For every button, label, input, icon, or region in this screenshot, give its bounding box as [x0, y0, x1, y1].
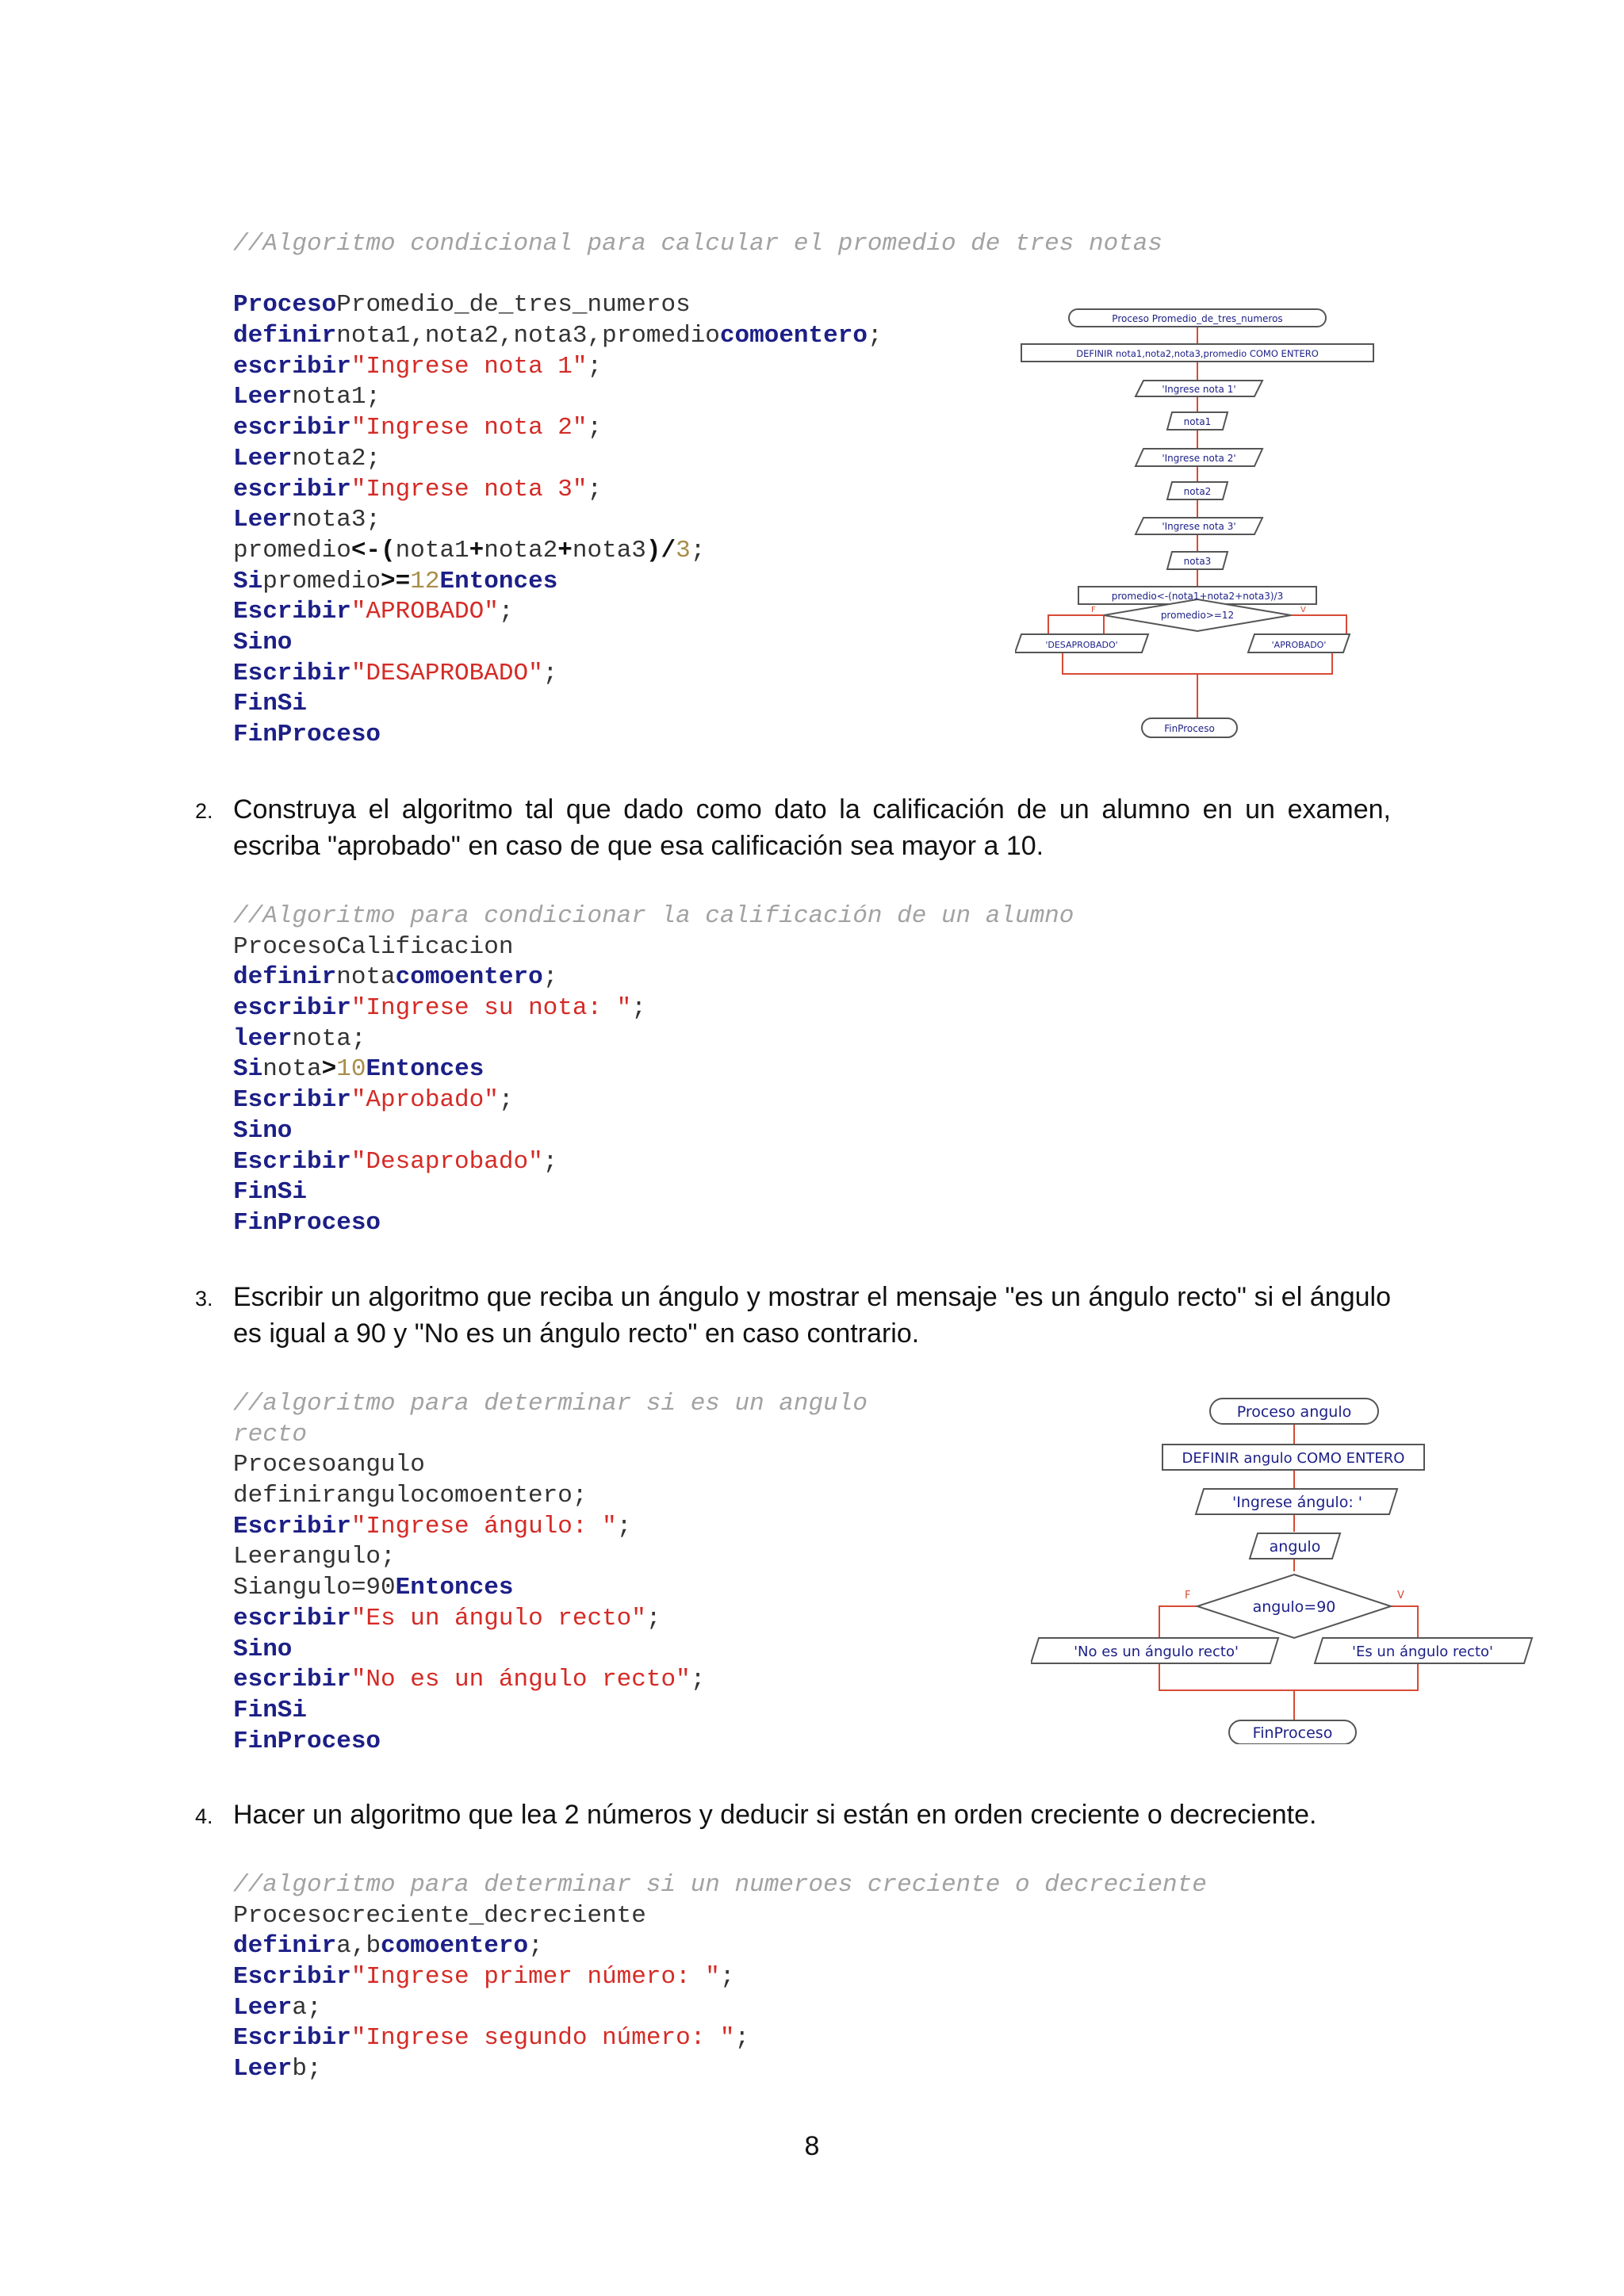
code-token: Procesocreciente_decreciente: [233, 1901, 646, 1930]
code-token: promedio: [233, 536, 351, 564]
flow-read-text: angulo: [1269, 1538, 1321, 1556]
code-token: ;: [587, 414, 603, 442]
code-line: [233, 1870, 1207, 1901]
flow-start-text: Proceso angulo: [1236, 1403, 1352, 1421]
code-token: Escribir: [233, 1086, 351, 1115]
code-token: a,b: [336, 1932, 381, 1961]
code-token: Leer: [233, 383, 293, 411]
code-token: Sino: [233, 1635, 293, 1663]
code-token: Entonces: [439, 567, 558, 595]
exercise-number: 4.: [195, 1804, 213, 1828]
code-token: Leer: [233, 444, 293, 473]
flow-define-text: DEFINIR nota1,nota2,nota3,promedio COMO ENTERO: [1076, 348, 1319, 359]
flow-end-text: FinProceso: [1252, 1724, 1333, 1742]
code-line: [233, 1727, 868, 1758]
code-token: ;: [587, 352, 603, 381]
code-token: ;: [616, 1512, 632, 1540]
flow-condition-text: promedio>=12: [1160, 610, 1235, 621]
code-token: a;: [292, 1993, 322, 2022]
code-token: nota1: [395, 536, 469, 564]
code-token: FinSi: [233, 1696, 308, 1724]
exercise-item-2: [195, 791, 1391, 864]
code-token: definir: [233, 963, 337, 992]
code-token: +: [557, 536, 573, 564]
code-token: Siangulo=90: [233, 1574, 396, 1602]
flowchart-angulo: [1031, 1395, 1538, 1744]
code-token: Entonces: [395, 1574, 514, 1602]
code-line: [233, 1665, 868, 1696]
code-token: nota;: [292, 1024, 366, 1053]
code-token: "DESAPROBADO": [350, 659, 543, 687]
code-line: [233, 1420, 868, 1451]
code-token: "Ingrese ángulo: ": [350, 1512, 617, 1540]
code-token: nota1,nota2,nota3,promedio: [336, 322, 720, 350]
code-token: escribir: [233, 475, 351, 503]
code-token: ;: [498, 1086, 514, 1115]
code-line: [233, 1542, 868, 1573]
flow-step-6-text: nota3: [1183, 556, 1212, 567]
code-token: ;: [542, 659, 558, 687]
code-token: "No es un ángulo recto": [350, 1666, 691, 1694]
code-line: [233, 1901, 1207, 1932]
code-token: 12: [410, 567, 440, 595]
code-line: [233, 1635, 868, 1666]
code-line: [233, 1573, 868, 1604]
code-token: //algoritmo para determinar si un numeroes creciente o decreciente: [233, 1871, 1207, 1899]
code-token: Escribir: [233, 1512, 351, 1540]
code-token: FinProceso: [233, 721, 381, 748]
code-token: Si: [233, 567, 263, 595]
flow-step-1-text: 'Ingrese nota 1': [1162, 384, 1236, 395]
flow-false-output-text: 'No es un ángulo recto': [1074, 1644, 1239, 1660]
code-token: Sino: [233, 628, 293, 656]
flow-true-label: V: [1397, 1590, 1404, 1601]
code-token: leer: [233, 1024, 293, 1053]
code-block-calificacion: [233, 901, 1074, 1239]
flow-true-output-text: 'APROBADO': [1271, 640, 1327, 650]
code-token: ;: [867, 322, 883, 350]
flow-define-text: DEFINIR angulo COMO ENTERO: [1182, 1450, 1405, 1467]
code-token: ;: [498, 598, 514, 626]
code-line: [233, 1931, 1207, 1962]
code-token: Si: [233, 1055, 263, 1084]
code-token: Leer: [233, 506, 293, 534]
code-token: //Algoritmo condicional para calcular el promedio de tres notas: [233, 230, 1162, 258]
code-token: promedio: [262, 567, 381, 595]
code-line: [233, 1208, 1074, 1239]
code-token: Sino: [233, 1116, 293, 1145]
code-line: [233, 1962, 1207, 1993]
flow-step-4-text: nota2: [1183, 486, 1212, 497]
code-token: ;: [734, 2024, 750, 2053]
code-token: "Ingrese nota 1": [350, 352, 588, 381]
exercise-item-3: [195, 1279, 1391, 1352]
flowchart-promedio: [1015, 301, 1380, 745]
code-token: escribir: [233, 1666, 351, 1694]
code-token: FinProceso: [233, 1208, 381, 1237]
code-token: "Desaprobado": [350, 1147, 543, 1176]
code-line: [233, 1024, 1074, 1055]
code-token: nota3: [572, 536, 646, 564]
code-token: ;: [528, 1932, 543, 1961]
code-line: [233, 229, 1162, 260]
code-token: "Ingrese primer número: ": [350, 1963, 720, 1992]
code-line: [233, 1481, 868, 1512]
code-line: [233, 260, 1162, 291]
code-token: Promedio_de_tres_numeros: [336, 291, 691, 320]
code-token: nota: [336, 963, 396, 992]
flow-true-output-text: 'Es un ángulo recto': [1352, 1644, 1493, 1660]
code-token: ;: [542, 1147, 558, 1176]
exercise-text: Hacer un algoritmo que lea 2 números y deducir si están en orden creciente o decreciente.: [233, 1800, 1317, 1830]
code-line: [233, 1696, 868, 1727]
flow-false-label: F: [1091, 606, 1096, 614]
code-line: [233, 1147, 1074, 1178]
flow-start-text: Proceso Promedio_de_tres_numeros: [1112, 313, 1283, 324]
code-token: ;: [587, 475, 603, 503]
code-line: [233, 1054, 1074, 1085]
exercise-item-4: [195, 1797, 1391, 1833]
code-token: recto: [233, 1420, 308, 1448]
code-token: ;: [542, 963, 558, 992]
code-token: definirangulocomoentero;: [233, 1482, 588, 1510]
code-token: )/: [645, 536, 676, 564]
code-token: comoentero: [381, 1932, 529, 1961]
code-token: >: [321, 1055, 337, 1084]
code-token: "Ingrese nota 2": [350, 414, 588, 442]
exercise-text: Escribir un algoritmo que reciba un ángulo y mostrar el mensaje "es un ángulo recto" si el ángulo es igual a 90 y "No es un ángulo recto" en caso contrario.: [233, 1282, 1391, 1349]
code-token: Escribir: [233, 2024, 351, 2053]
code-token: nota: [262, 1055, 322, 1084]
code-line: [233, 993, 1074, 1024]
code-line: [233, 901, 1074, 932]
code-token: Escribir: [233, 659, 351, 687]
code-line: [233, 1177, 1074, 1208]
code-token: FinSi: [233, 1178, 308, 1207]
code-token: <-(: [350, 536, 396, 564]
code-line: [233, 1389, 868, 1420]
code-token: "Ingrese segundo número: ": [350, 2024, 735, 2053]
code-token: "Ingrese su nota: ": [350, 994, 632, 1023]
code-token: nota3;: [292, 506, 381, 534]
code-line: [233, 2023, 1207, 2054]
flow-end-text: FinProceso: [1164, 723, 1215, 734]
code-token: ;: [719, 1963, 735, 1992]
code-token: b;: [292, 2055, 322, 2084]
code-token: "Es un ángulo recto": [350, 1604, 646, 1632]
code-line: [233, 2054, 1207, 2085]
code-block-angulo: [233, 1389, 868, 1757]
exercise-text: Construya el algoritmo tal que dado como dato la calificación de un alumno en un examen, escriba "aprobado" en caso de que esa calificación sea mayor a 10.: [233, 794, 1391, 861]
code-line: [233, 1512, 868, 1543]
code-token: Leer: [233, 2055, 293, 2084]
code-block-creciente: [233, 1870, 1207, 2085]
flow-false-label: F: [1185, 1590, 1191, 1601]
code-token: escribir: [233, 994, 351, 1023]
code-line: [233, 932, 1074, 963]
code-token: Escribir: [233, 1147, 351, 1176]
code-token: ;: [690, 536, 706, 564]
code-token: 3: [676, 536, 691, 564]
code-token: nota2;: [292, 444, 381, 473]
code-token: Proceso: [233, 291, 337, 320]
code-token: Procesoangulo: [233, 1451, 425, 1479]
code-token: nota2: [484, 536, 558, 564]
flow-step-3-text: 'Ingrese nota 2': [1162, 453, 1236, 464]
code-token: comoentero: [395, 963, 543, 992]
exercise-number: 3.: [195, 1287, 213, 1311]
exercise-number: 2.: [195, 799, 213, 823]
code-token: escribir: [233, 352, 351, 381]
code-line: [233, 962, 1074, 993]
code-token: escribir: [233, 414, 351, 442]
page-number: 8: [804, 2131, 820, 2161]
code-token: escribir: [233, 1604, 351, 1632]
code-line: [233, 1993, 1207, 2024]
code-token: ;: [631, 994, 646, 1023]
code-token: "Ingrese nota 3": [350, 475, 588, 503]
code-token: "Aprobado": [350, 1086, 499, 1115]
code-line: [233, 1116, 1074, 1147]
code-token: >=: [381, 567, 411, 595]
code-token: definir: [233, 322, 337, 350]
code-line: [233, 1085, 1074, 1116]
flow-false-output-text: 'DESAPROBADO': [1045, 640, 1118, 650]
code-token: nota1;: [292, 383, 381, 411]
code-token: ;: [645, 1604, 661, 1632]
code-token: ;: [690, 1666, 706, 1694]
flow-true-label: V: [1300, 606, 1306, 614]
code-token: Escribir: [233, 1963, 351, 1992]
flow-step-5-text: 'Ingrese nota 3': [1162, 521, 1236, 532]
code-token: comoentero: [719, 322, 868, 350]
code-token: "APROBADO": [350, 598, 499, 626]
flow-assign-text: promedio<-(nota1+nota2+nota3)/3: [1111, 591, 1284, 602]
code-token: Leerangulo;: [233, 1543, 396, 1571]
code-token: //algoritmo para determinar si es un angulo: [233, 1390, 868, 1418]
code-token: 10: [336, 1055, 366, 1084]
flow-prompt-text: 'Ingrese ángulo: ': [1232, 1494, 1362, 1511]
code-token: //Algoritmo para condicionar la calificación de un alumno: [233, 902, 1074, 930]
code-token: Escribir: [233, 598, 351, 626]
code-token: Entonces: [366, 1055, 485, 1084]
code-token: FinSi: [233, 690, 308, 718]
flow-step-2-text: nota1: [1183, 416, 1212, 427]
code-line: [233, 1450, 868, 1481]
code-token: +: [469, 536, 485, 564]
code-token: definir: [233, 1932, 337, 1961]
flow-condition-text: angulo=90: [1252, 1598, 1336, 1616]
code-token: ProcesoCalificacion: [233, 932, 514, 961]
code-token: FinProceso: [233, 1727, 381, 1755]
code-line: [233, 1604, 868, 1635]
code-token: Leer: [233, 1993, 293, 2022]
